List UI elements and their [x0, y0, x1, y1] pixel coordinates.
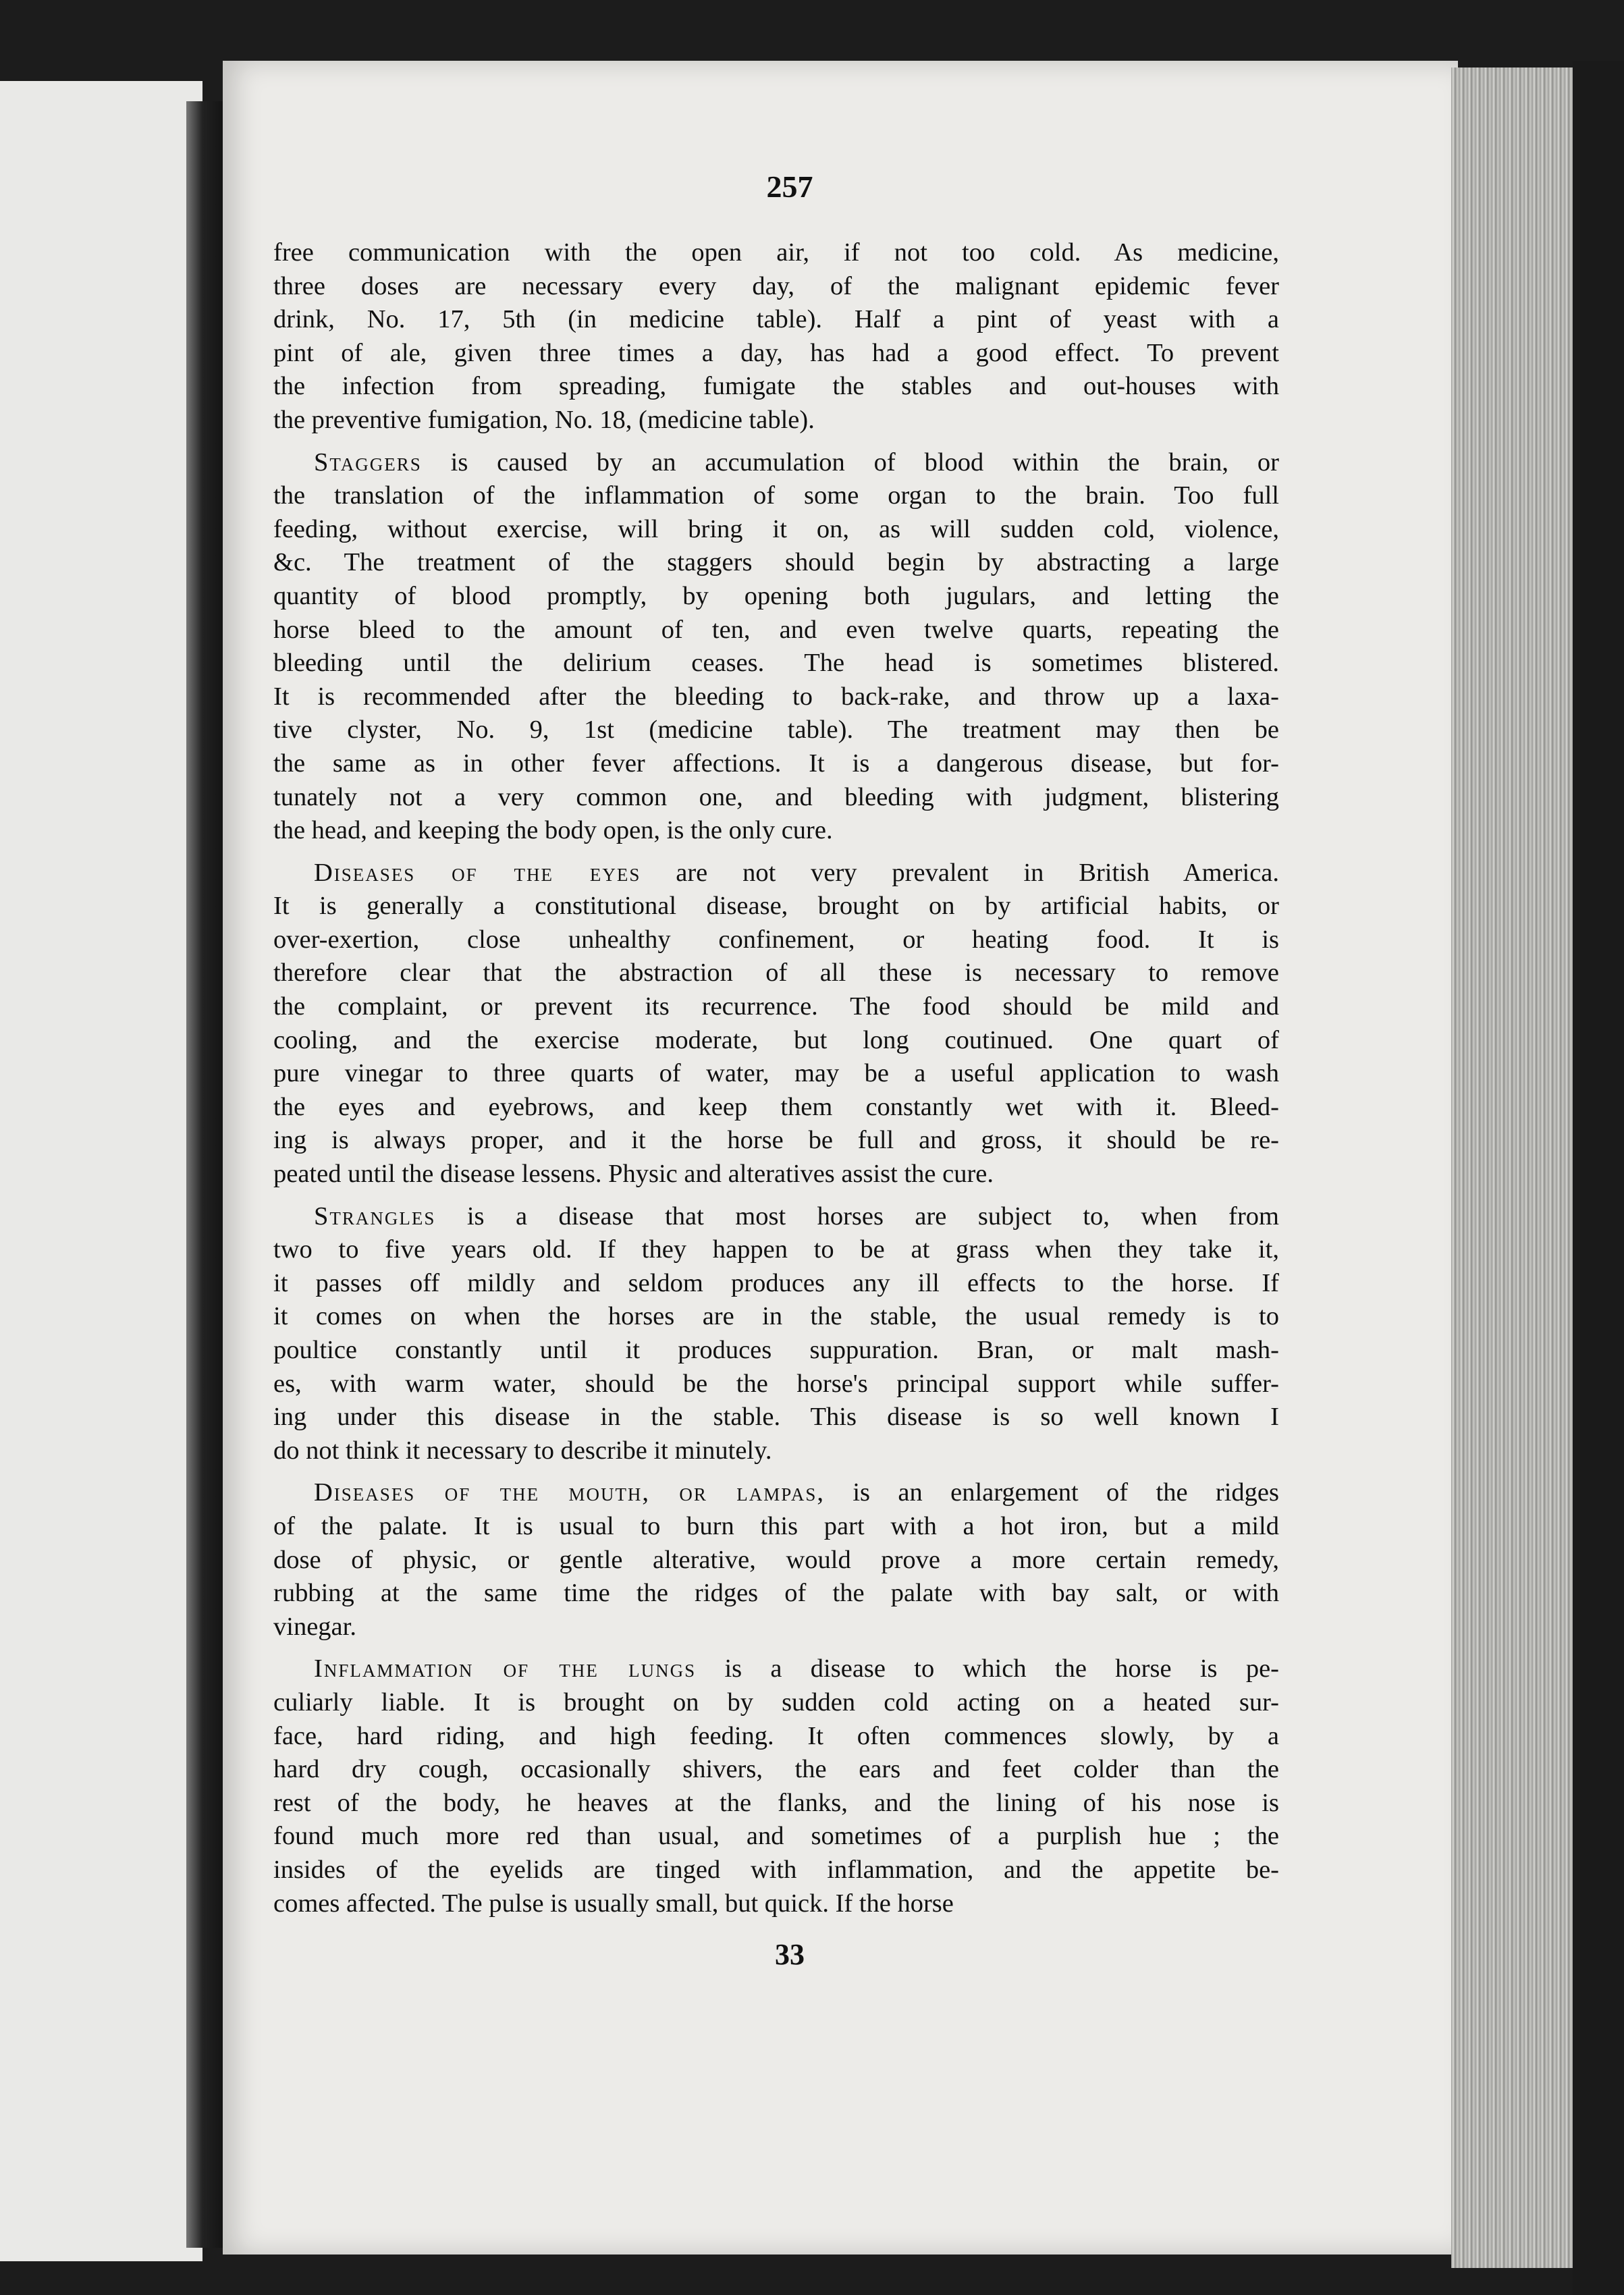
line-text: is a disease that most horses are subject to, when from	[435, 1202, 1279, 1231]
text-line: do not think it necessary to describe it minutely.	[273, 1436, 772, 1465]
paragraph-staggers	[273, 446, 1279, 848]
text-line: the infection from spreading, fumigate the stables and out-houses with	[273, 372, 1279, 401]
text-line: ing under this disease in the stable. This disease is so well known I	[273, 1403, 1279, 1432]
text-line: rest of the body, he heaves at the flanks, and the lining of his nose is	[273, 1788, 1279, 1817]
text-line: It is recommended after the bleeding to back-rake, and throw up a laxa-	[273, 682, 1279, 711]
section-heading: Diseases of the eyes	[314, 858, 641, 887]
text-line: es, with warm water, should be the horse's principal support while suffer-	[273, 1369, 1279, 1398]
line-text: are not very prevalent in British America.	[641, 858, 1279, 887]
text-line: comes affected. The pulse is usually small, but quick. If the horse	[273, 1889, 954, 1918]
text-line: &c. The treatment of the staggers should begin by abstracting a large	[273, 548, 1279, 577]
text-line	[273, 1476, 1279, 1510]
section-heading: Strangles	[314, 1202, 436, 1231]
text-line: It is generally a constitutional disease, brought on by artificial habits, or	[273, 892, 1279, 921]
text-line: feeding, without exercise, will bring it on, as will sudden cold, violence,	[273, 514, 1279, 543]
paragraph-lungs	[273, 1652, 1279, 1920]
page-edges	[1451, 68, 1579, 2268]
text-line	[273, 857, 1279, 890]
line-text: is caused by an accumulation of blood within the brain, or	[421, 448, 1279, 477]
text-line: peated until the disease lessens. Physic and alteratives assist the cure.	[273, 1160, 994, 1189]
paragraph-eyes	[273, 857, 1279, 1191]
section-heading: Diseases of the mouth, or lampas,	[314, 1478, 825, 1507]
text-line: insides of the eyelids are tinged with inflammation, and the appetite be-	[273, 1855, 1279, 1884]
text-line: therefore clear that the abstraction of all these is necessary to remove	[273, 959, 1279, 988]
section-heading: Inflammation of the lungs	[314, 1654, 697, 1683]
text-line	[273, 446, 1279, 480]
text-line	[273, 1652, 1279, 1686]
text-line: vinegar.	[273, 1612, 356, 1641]
text-line: tunately not a very common one, and bleeding with judgment, blistering	[273, 782, 1279, 811]
text-line: face, hard riding, and high feeding. It often commences slowly, by a	[273, 1721, 1279, 1750]
signature-mark: 33	[775, 1938, 805, 1971]
text-line: ing is always proper, and it the horse be full and gross, it should be re-	[273, 1126, 1279, 1155]
text-line: hard dry cough, occasionally shivers, the ears and feet colder than the	[273, 1755, 1279, 1784]
text-line: rubbing at the same time the ridges of the palate with bay salt, or with	[273, 1579, 1279, 1608]
text-line: the translation of the inflammation of some organ to the brain. Too full	[273, 481, 1279, 510]
book-gutter	[186, 101, 227, 2248]
text-line	[273, 1200, 1279, 1234]
line-text: is a disease to which the horse is pe-	[696, 1654, 1279, 1683]
section-heading: Staggers	[314, 448, 422, 477]
text-line: cooling, and the exercise moderate, but long coutinued. One quart of	[273, 1025, 1279, 1054]
text-line: drink, No. 17, 5th (in medicine table). Half a pint of yeast with a	[273, 305, 1279, 334]
text-line: horse bleed to the amount of ten, and even twelve quarts, repeating the	[273, 615, 1279, 644]
text-line: the head, and keeping the body open, is the only cure.	[273, 816, 833, 845]
text-line: bleeding until the delirium ceases. The head is sometimes blistered.	[273, 649, 1279, 678]
left-facing-page	[0, 81, 202, 2261]
text-line: quantity of blood promptly, by opening both jugulars, and letting the	[273, 581, 1279, 610]
text-line: it passes off mildly and seldom produces any ill effects to the horse. If	[273, 1268, 1279, 1297]
page-number: 257	[766, 169, 813, 204]
line-text: is an enlargement of the ridges	[824, 1478, 1279, 1507]
text-line: culiarly liable. It is brought on by sudden cold acting on a heated sur-	[273, 1688, 1279, 1717]
text-line: over-exertion, close unhealthy confinement, or heating food. It is	[273, 925, 1279, 954]
text-line: of the palate. It is usual to burn this part with a hot iron, but a mild	[273, 1511, 1279, 1540]
page-body-text	[273, 236, 1279, 1929]
text-line: poultice constantly until it produces suppuration. Bran, or malt mash-	[273, 1336, 1279, 1364]
text-line: found much more red than usual, and sometimes of a purplish hue ; the	[273, 1822, 1279, 1851]
text-line: free communication with the open air, if not too cold. As medicine,	[273, 238, 1279, 267]
paragraph-mouth	[273, 1476, 1279, 1644]
text-line: two to five years old. If they happen to be at grass when they take it,	[273, 1235, 1279, 1264]
text-line: it comes on when the horses are in the stable, the usual remedy is to	[273, 1302, 1279, 1331]
text-line: dose of physic, or gentle alterative, would prove a more certain remedy,	[273, 1545, 1279, 1574]
text-line: the same as in other fever affections. It is a dangerous disease, but for-	[273, 749, 1279, 778]
text-line: pure vinegar to three quarts of water, may be a useful application to wash	[273, 1059, 1279, 1088]
text-line: three doses are necessary every day, of the malignant epidemic fever	[273, 271, 1279, 300]
text-line: the complaint, or prevent its recurrence. The food should be mild and	[273, 992, 1279, 1021]
scan-edge	[1573, 61, 1624, 2295]
text-line: the eyes and eyebrows, and keep them constantly wet with it. Bleed-	[273, 1092, 1279, 1121]
text-line: the preventive fumigation, No. 18, (medicine table).	[273, 405, 815, 434]
paragraph-fever-cont	[273, 236, 1279, 437]
text-line: pint of ale, given three times a day, has had a good effect. To prevent	[273, 338, 1279, 367]
text-line: tive clyster, No. 9, 1st (medicine table). The treatment may then be	[273, 716, 1279, 745]
paragraph-strangles	[273, 1200, 1279, 1468]
